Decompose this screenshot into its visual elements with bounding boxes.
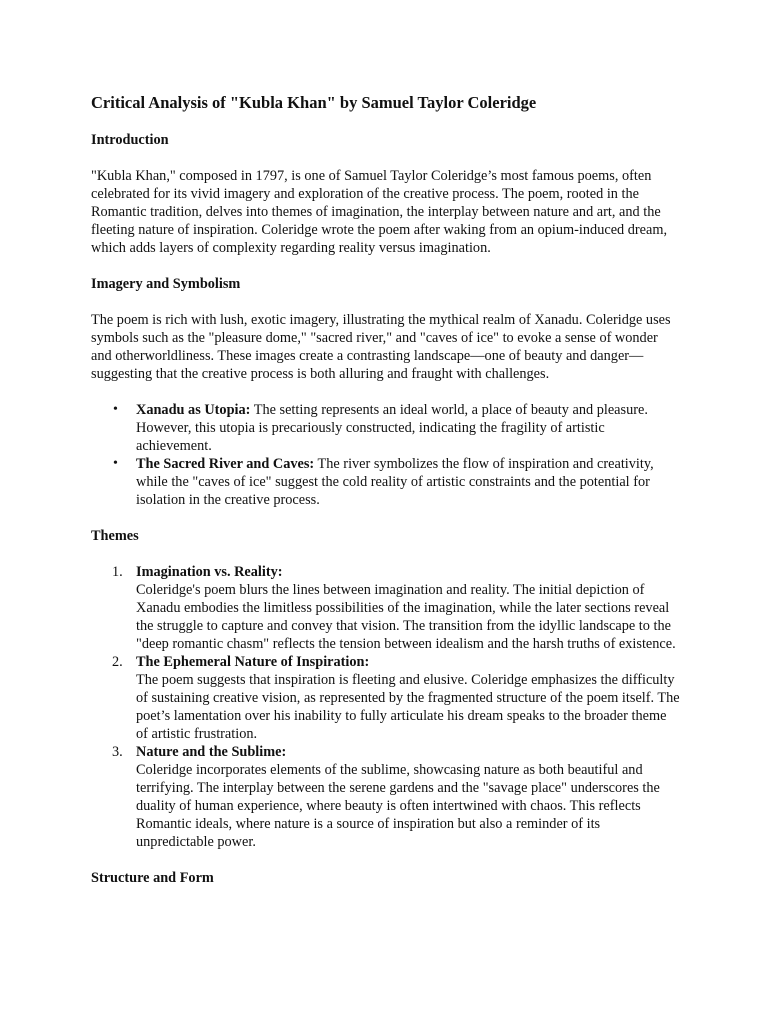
imagery-bullet-list	[91, 401, 681, 509]
list-item	[91, 743, 681, 851]
document-title: Critical Analysis of "Kubla Khan" by Samuel Taylor Coleridge	[91, 93, 537, 112]
list-item	[91, 401, 681, 455]
theme-text: The poem suggests that inspiration is fleeting and elusive. Coleridge emphasizes the difficulty of sustaining creative vision, as represented by the fragmented structure of the poem itself. The poet’s lamentation over his inability to fully articulate his dream speaks to the broader theme of artistic frustration.	[136, 672, 680, 742]
section-heading-introduction: Introduction	[91, 132, 169, 148]
list-item	[91, 653, 681, 743]
bullet-icon: •	[113, 402, 118, 417]
list-item	[91, 455, 681, 509]
document-page	[91, 93, 681, 887]
section-heading-imagery: Imagery and Symbolism	[91, 276, 241, 292]
theme-text: Coleridge incorporates elements of the sublime, showcasing nature as both beautiful and terrifying. The interplay between the serene gardens and the "savage place" underscores the duality of human experience, where beauty is often intertwined with chaos. This reflects Romantic ideals, where nature is a source of inspiration but also a reminder of its unpredictable power.	[136, 762, 660, 850]
bullet-label: The Sacred River and Caves:	[136, 456, 315, 472]
themes-numbered-list	[91, 563, 681, 851]
imagery-paragraph: The poem is rich with lush, exotic imagery, illustrating the mythical realm of Xanadu. Coleridge uses symbols such as the "pleasure dome," "sacred river," and "caves of ice" to evoke a sense of wonder and otherworldliness. These images create a contrasting landscape—one of beauty and danger—suggesting that the creative process is both alluring and fraught with challenges.	[91, 312, 671, 382]
bullet-text: The river symbolizes the flow of inspiration and creativity, while the "caves of ice" suggest the cold reality of artistic constraints and the potential for isolation in the creative process.	[136, 456, 654, 508]
bullet-label: Xanadu as Utopia:	[136, 402, 251, 418]
theme-label: Nature and the Sublime:	[136, 744, 287, 760]
theme-text: Coleridge's poem blurs the lines between imagination and reality. The initial depiction of Xanadu embodies the limitless possibilities of the imagination, while the later sections reveal the struggle to capture and convey that vision. The transition from the idyllic landscape to the "deep romantic chasm" reflects the tension between idealism and the harsh truths of existence.	[136, 582, 676, 652]
theme-label: Imagination vs. Reality:	[136, 564, 283, 580]
bullet-icon: •	[113, 456, 118, 471]
theme-label: The Ephemeral Nature of Inspiration:	[136, 654, 370, 670]
bullet-text: The setting represents an ideal world, a place of beauty and pleasure. However, this utopia is precariously constructed, indicating the fragility of artistic achievement.	[136, 402, 648, 454]
list-item	[91, 563, 681, 653]
list-number: 2.	[112, 654, 123, 670]
section-heading-structure: Structure and Form	[91, 870, 214, 886]
list-number: 3.	[112, 744, 123, 760]
list-number: 1.	[112, 564, 123, 580]
introduction-paragraph: "Kubla Khan," composed in 1797, is one of Samuel Taylor Coleridge’s most famous poems, often celebrated for its vivid imagery and exploration of the creative process. The poem, rooted in the Romantic tradition, delves into themes of imagination, the interplay between nature and art, and the fleeting nature of inspiration. Coleridge wrote the poem after waking from an opium-induced dream, which adds layers of complexity regarding reality versus imagination.	[91, 168, 668, 256]
section-heading-themes: Themes	[91, 528, 139, 544]
